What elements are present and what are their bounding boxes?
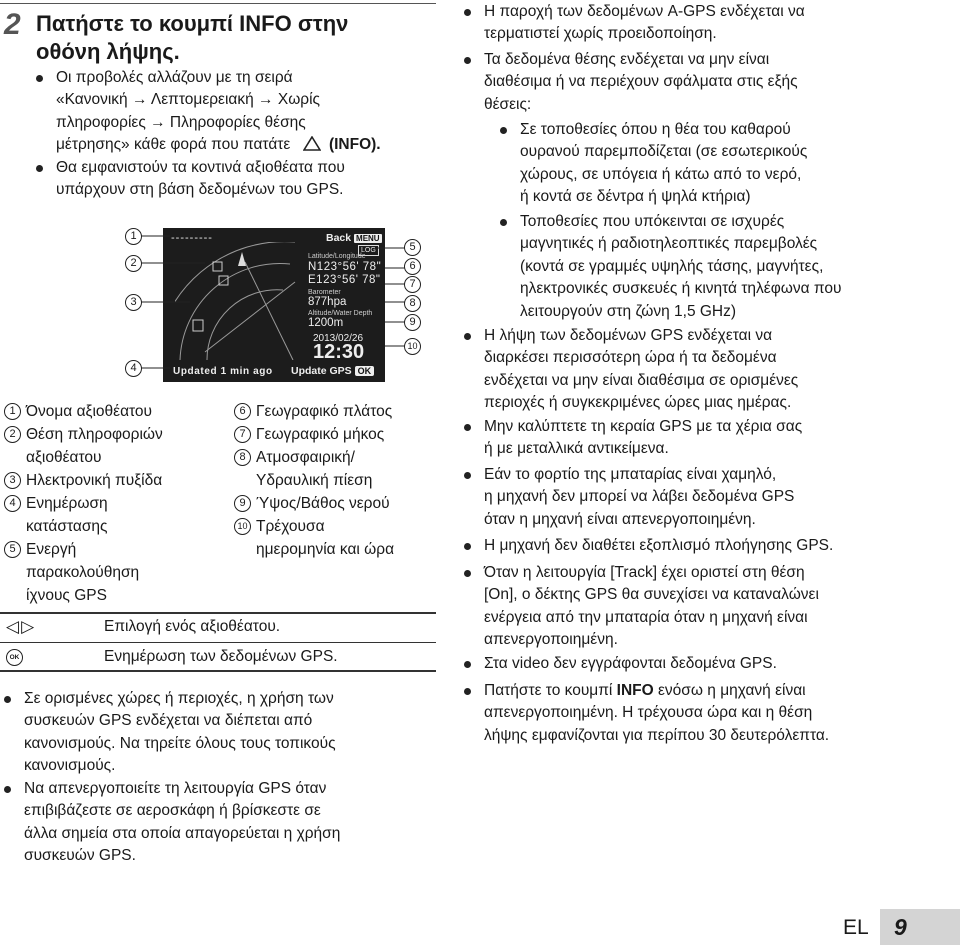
legend-item-10: [234, 515, 394, 561]
legend-text: ίχνους GPS: [26, 587, 107, 604]
page-number: 9: [880, 909, 960, 945]
legend-text: Ενημέρωση: [26, 495, 108, 512]
note-battery: [464, 464, 954, 531]
text-line: άλλα σημεία στα οποία απαγορεύεται η χρήση: [24, 824, 341, 842]
text-line: Η μηχανή δεν διαθέτει εξοπλισμό πλοήγησης GPS.: [484, 537, 834, 554]
legend-text: Τρέχουσα: [256, 518, 325, 535]
altitude-label: Altitude/Water Depth: [308, 310, 373, 317]
text-line: Στα video δεν εγγράφονται δεδομένα GPS.: [484, 655, 777, 672]
callout-3: 3: [125, 294, 142, 311]
bullet-dot: [464, 688, 471, 695]
barometer-label: Barometer: [308, 289, 341, 296]
time-value: 12:30: [313, 341, 365, 363]
callout-6: 6: [404, 258, 421, 275]
legend-num: 1: [4, 403, 21, 420]
bullet-dot: [464, 9, 471, 16]
legend-item-5: [4, 538, 139, 607]
legend-text: Όνομα αξιοθέατου: [26, 403, 153, 420]
bullet-dot: [464, 333, 471, 340]
latlong-label: Latitude/Longitude: [308, 253, 366, 260]
text-line: λήψης εμφανίζονται για περίπου 30 δευτερόλεπτα.: [484, 726, 830, 744]
text-span: (INFO).: [328, 136, 381, 154]
bullet-dot: [4, 786, 11, 793]
legend-num: 2: [4, 426, 21, 443]
bullet-dot: [500, 127, 507, 134]
ops-key-arrows: ◁▷: [6, 617, 37, 636]
callout-9: 9: [404, 314, 421, 331]
altitude-value: 1200m: [308, 317, 344, 329]
text-span: Πατήστε το κουμπί: [484, 682, 617, 699]
legend-item-2: [4, 423, 163, 469]
bullet-dot: [464, 570, 471, 577]
text-line: Οι προβολές αλλάζουν με τη σειρά: [56, 69, 293, 86]
step-number: 2: [4, 8, 21, 41]
text-line: Τοποθεσίες που υπόκεινται σε ισχυρές: [520, 213, 785, 230]
text-line: ή με μεταλλικά αντικείμενα.: [484, 440, 669, 458]
legend-item-7: [234, 423, 384, 446]
text-line: επιβιβάζεστε σε αεροσκάφη ή βρίσκεστε σε: [24, 802, 321, 820]
note-position-data: [464, 49, 954, 116]
ok-button-icon: OK: [6, 649, 23, 666]
bullet-dot: [464, 57, 471, 64]
text-line: διαθέσιμα ή να περιέχουν σφάλματα στις εξής: [484, 73, 798, 91]
back-label: Back: [326, 232, 352, 244]
text-line: περιοχές ή συγκεκριμένες ώρες μιας ημέρας.: [484, 394, 792, 412]
callout-1: 1: [125, 228, 142, 245]
callout-5: 5: [404, 239, 421, 256]
longitude-value: E123°56' 78": [308, 274, 381, 286]
text-line: πληροφορίες → Πληροφορίες θέσης: [56, 113, 306, 131]
text-line: θέσεις:: [484, 95, 532, 113]
text-line: απενεργοποιημένη. Η τρέχουσα ώρα και η θέση: [484, 704, 813, 722]
legend-text: Θέση πληροφοριών: [26, 426, 163, 443]
subnote-sky-blocked: [500, 119, 956, 209]
note-navigation: [464, 535, 954, 557]
ops-desc-update: Ενημέρωση των δεδομένων GPS.: [104, 648, 338, 665]
text-line: Σε τοποθεσίες όπου η θέα του καθαρού: [520, 121, 791, 138]
menu-badge: MENU: [356, 234, 380, 243]
callout-lines: [0, 0, 440, 390]
legend-text: αξιοθέατου: [26, 449, 102, 466]
legend-num: 8: [234, 449, 251, 466]
text-line: Σε ορισμένες χώρες ή περιοχές, η χρήση των: [24, 690, 334, 707]
legend-num: 4: [4, 495, 21, 512]
note-reception-time: [464, 325, 954, 415]
text-line: ενδέχεται να μην είναι διαθέσιμα σε ορισμένες: [484, 371, 799, 389]
legend-num: 6: [234, 403, 251, 420]
legend-text: παρακολούθηση: [26, 564, 140, 581]
legend-num: 10: [234, 518, 251, 535]
text-line: ή κοντά σε δέντρα ή ψηλά κτήρια): [520, 188, 751, 206]
text-line: ηλεκτρονικές συσκευές ή κινητά τηλέφωνα που: [520, 280, 842, 298]
barometer-value: 877hpa: [308, 296, 347, 308]
legend-text: Γεωγραφικό πλάτος: [256, 403, 393, 420]
legend-text: Υδραυλική πίεση: [256, 472, 373, 489]
note-track: [464, 562, 954, 652]
text-line: ουρανού παρεμποδίζεται (σε εσωτερικούς: [520, 143, 808, 161]
callout-8: 8: [404, 295, 421, 312]
updated-status: Updated 1 min ago: [173, 366, 273, 377]
text-line: (κοντά σε γραμμές υψηλής τάσης, μαγνήτες,: [520, 257, 824, 275]
text-line: όταν η μηχανή είναι απενεργοποιημένη.: [484, 510, 756, 528]
text-line: Να απενεργοποιείτε τη λειτουργία GPS όταν: [24, 780, 327, 797]
legend-item-9: [234, 492, 390, 515]
ops-rule-bottom: [0, 670, 436, 672]
text-line: Όταν η λειτουργία [Track] έχει οριστεί στη θέση: [484, 564, 805, 581]
step-title-line2: οθόνη λήψης.: [36, 39, 180, 64]
legend-item-6: [234, 400, 392, 423]
language-label: EL: [843, 916, 869, 939]
log-badge: LOG: [358, 245, 379, 256]
legend-num: 7: [234, 426, 251, 443]
callout-2: 2: [125, 255, 142, 272]
bullet-dot: [464, 424, 471, 431]
text-line: διαρκέσει περισσότερη ώρα ή τα δεδομένα: [484, 349, 777, 367]
text-line: ενέργεια από την μπαταρία όταν η μηχανή είναι: [484, 608, 808, 626]
text-line: [On], ο δέκτης GPS θα συνεχίσει να καταναλώνει: [484, 586, 819, 604]
bullet-dot: [500, 219, 507, 226]
callout-4: 4: [125, 360, 142, 377]
ops-desc-select: Επιλογή ενός αξιοθέατου.: [104, 618, 281, 635]
ops-rule-top: [0, 612, 436, 614]
poi-name: ---------: [171, 232, 213, 244]
legend-text: ημερομηνία και ώρα: [256, 541, 395, 558]
legend-text: Γεωγραφικό μήκος: [256, 426, 385, 443]
step-title-line1: Πατήστε το κουμπί INFO στην: [36, 11, 349, 36]
text-line: η μηχανή δεν μπορεί να λάβει δεδομένα GPS: [484, 488, 795, 506]
note-agps: [464, 1, 954, 46]
legend-item-3: [4, 469, 162, 492]
text-line: [484, 680, 954, 702]
text-line: Μην καλύπτετε τη κεραία GPS με τα χέρια σας: [484, 418, 803, 435]
subnote-interference: [500, 211, 956, 323]
bullet-dot: [464, 661, 471, 668]
info-keyword: INFO: [616, 682, 654, 699]
text-span: ενόσω η μηχανή είναι: [653, 682, 806, 699]
legend-num: 9: [234, 495, 251, 512]
bullet-dot: [464, 472, 471, 479]
note-aircraft: [4, 778, 434, 868]
note-video: [464, 653, 954, 675]
ok-badge: OK: [355, 366, 375, 376]
text-line: κανονισμούς.: [24, 757, 116, 775]
bullet-dot: [4, 696, 11, 703]
text-line: Εάν το φορτίο της μπαταρίας είναι χαμηλό,: [484, 466, 777, 483]
callout-7: 7: [404, 276, 421, 293]
note-regulations: [4, 688, 434, 778]
text-line: χώρους, σε υπόγεια ή κάτω από το νερό,: [520, 165, 802, 183]
text-line: κανονισμούς. Να τηρείτε όλους τους τοπικούς: [24, 734, 336, 752]
legend-item-8: [234, 446, 372, 492]
text-line: Η λήψη των δεδομένων GPS ενδέχεται να: [484, 327, 773, 344]
legend-num: 5: [4, 541, 21, 558]
latitude-value: N123°56' 78": [308, 261, 382, 273]
note-antenna: [464, 416, 954, 461]
note-info-button: [464, 680, 954, 747]
legend-text: Ύψος/Βάθος νερού: [256, 495, 390, 512]
text-line: «Κανονική → Λεπτομερειακή → Χωρίς: [56, 91, 321, 109]
legend-item-4: [4, 492, 108, 538]
text-line: Η παροχή των δεδομένων A-GPS ενδέχεται να: [484, 3, 805, 20]
date-value: 2013/02/26: [313, 333, 364, 344]
legend-text: Ενεργή: [26, 541, 77, 558]
bullet-dot: [464, 543, 471, 550]
legend-text: Ατμοσφαιρική/: [256, 449, 355, 466]
text-span: μέτρησης» κάθε φορά που πατάτε: [56, 136, 291, 154]
legend-text: Ηλεκτρονική πυξίδα: [26, 472, 163, 489]
text-line: Θα εμφανιστούν τα κοντινά αξιοθέατα που: [56, 159, 345, 176]
text-line: συσκευών GPS.: [24, 847, 136, 865]
callout-10: 10: [404, 338, 421, 355]
text-line: συσκευών GPS ενδέχεται να διέπεται από: [24, 712, 313, 730]
text-line: τερματιστεί χωρίς προειδοποίηση.: [484, 25, 717, 43]
ops-rule-mid: [0, 642, 436, 643]
text-line: μαγνητικές ή ραδιοτηλεοπτικές παρεμβολές: [520, 235, 818, 253]
text-line: υπάρχουν στη βάση δεδομένων του GPS.: [56, 181, 344, 199]
legend-num: 3: [4, 472, 21, 489]
legend-text: κατάστασης: [26, 518, 108, 535]
text-line: λειτουργούν στη ζώνη 1,5 GHz): [520, 302, 737, 320]
update-gps-label: Update GPS: [291, 365, 352, 377]
text-line: απενεργοποιημένη.: [484, 631, 618, 649]
legend-item-1: [4, 400, 152, 423]
text-line: Τα δεδομένα θέσης ενδέχεται να μην είναι: [484, 51, 770, 68]
